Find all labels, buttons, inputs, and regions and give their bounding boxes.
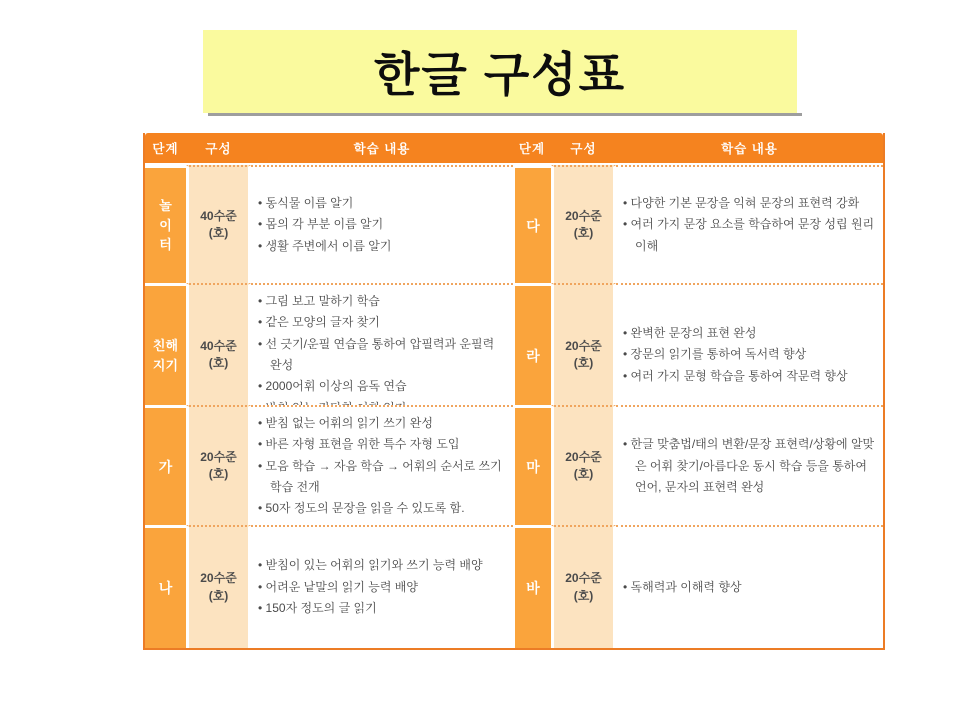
learning-item: • 선 긋기/운필 연습을 통하여 압필력과 운필력 완성 xyxy=(258,334,505,377)
config-cell xyxy=(186,525,251,648)
level-label: 20수준 xyxy=(565,571,602,586)
level-label: 20수준 xyxy=(565,208,602,223)
unit-label: (호) xyxy=(573,467,594,482)
learning-item: • 몸의 각 부분 이름 알기 xyxy=(258,214,505,235)
unit-label: (호) xyxy=(208,226,229,240)
level-label: 40수준 xyxy=(200,338,237,353)
page-title: 한글 구성표 xyxy=(373,48,627,101)
stage-cell-noliteo xyxy=(145,165,186,283)
learning-item: • 다양한 기본 문장을 익혀 문장의 표현력 강화 xyxy=(623,193,875,214)
level-label: 20수준 xyxy=(200,450,237,464)
table-row xyxy=(145,283,883,405)
table-row xyxy=(145,165,883,283)
content-cell xyxy=(616,525,883,648)
table-row xyxy=(145,525,883,648)
title-banner xyxy=(203,30,797,113)
learning-item: • 150자 정도의 글 읽기 xyxy=(258,598,505,619)
config-cell xyxy=(551,405,616,526)
header-content-left: 학습 내용 xyxy=(353,142,411,156)
table-header-row xyxy=(145,133,883,165)
learning-item: • 모음 학습 → 자음 학습 → 어휘의 순서로 쓰기 학습 전개 xyxy=(258,456,505,499)
content-cell xyxy=(251,165,513,283)
learning-item: • 같은 모양의 글자 찾기 xyxy=(258,312,505,333)
content-cell xyxy=(616,165,883,283)
header-config-right: 구성 xyxy=(570,142,597,156)
learning-item: • 여러 가지 문형 학습을 통하여 작문력 향상 xyxy=(623,366,875,387)
header-stage-right: 단계 xyxy=(518,142,546,156)
content-cell xyxy=(251,525,513,648)
config-cell xyxy=(551,165,616,283)
stage-cell-ra xyxy=(513,283,551,425)
stage-cell-ma xyxy=(513,405,551,526)
unit-label: (호) xyxy=(208,467,229,482)
learning-item: • 바른 자형 표현을 위한 특수 자형 도입 xyxy=(258,434,505,455)
stage-label: 바 xyxy=(526,580,540,596)
stage-cell-na xyxy=(145,525,186,648)
stage-label: 친해지기 xyxy=(152,338,179,373)
learning-item: • 완벽한 문장의 표현 완성 xyxy=(623,323,875,344)
header-config-left: 구성 xyxy=(205,142,232,156)
learning-item: • 여러 가지 문장 요소를 학습하여 문장 성립 원리 이해 xyxy=(623,214,875,257)
config-cell xyxy=(186,405,251,526)
title-banner-shadow xyxy=(208,113,802,116)
unit-label: (호) xyxy=(573,588,594,603)
stage-cell-chinhaejigi xyxy=(145,283,186,425)
config-cell xyxy=(186,283,251,425)
stage-label: 가 xyxy=(158,458,173,475)
stage-label: 다 xyxy=(526,217,540,234)
content-cell xyxy=(251,283,513,425)
level-label: 20수준 xyxy=(200,571,237,586)
unit-label: (호) xyxy=(208,356,229,371)
content-cell xyxy=(616,283,883,425)
learning-item: • 한글 맞춤법/태의 변환/문장 표현력/상황에 알맞은 어휘 찾기/아름다운 동시 학습 등을 통하여 언어, 문자의 표현력 완성 xyxy=(623,434,875,498)
header-content-right: 학습 내용 xyxy=(721,142,778,156)
learning-item: • 독해력과 이해력 향상 xyxy=(623,577,875,598)
learning-item: • 동식물 이름 알기 xyxy=(258,193,505,214)
learning-item: • 생활 주변에서 이름 알기 xyxy=(258,236,505,257)
learning-item: • 어려운 낱말의 읽기 능력 배양 xyxy=(258,577,505,598)
level-label: 20수준 xyxy=(565,450,602,464)
stage-label: 마 xyxy=(526,458,540,475)
stage-label: 놀이터 xyxy=(159,198,172,253)
learning-item: • 받침 없는 어휘의 읽기 쓰기 완성 xyxy=(258,413,505,434)
stage-label: 나 xyxy=(158,580,173,596)
learning-item: • 그림 보고 말하기 학습 xyxy=(258,291,505,312)
learning-item: • 50자 정도의 문장을 읽을 수 있도록 함. xyxy=(258,498,505,519)
learning-item: • 2000어휘 이상의 음독 연습 xyxy=(258,376,505,397)
config-cell xyxy=(551,525,616,648)
content-cell xyxy=(616,405,883,526)
stage-label: 라 xyxy=(526,347,540,364)
level-label: 20수준 xyxy=(565,338,602,353)
header-stage-left: 단계 xyxy=(152,142,179,156)
config-cell xyxy=(186,165,251,283)
unit-label: (호) xyxy=(573,356,594,371)
learning-item: • 받침이 있는 어휘의 읽기와 쓰기 능력 배양 xyxy=(258,555,505,576)
unit-label: (호) xyxy=(573,226,594,240)
level-label: 40수준 xyxy=(200,208,237,223)
content-cell xyxy=(251,405,513,526)
table-row xyxy=(145,405,883,525)
hangul-composition-table xyxy=(143,133,885,650)
unit-label: (호) xyxy=(208,588,229,603)
stage-cell-ga xyxy=(145,405,186,526)
learning-item: • 장문의 읽기를 통하여 독서력 향상 xyxy=(623,344,875,365)
stage-cell-ba xyxy=(513,525,551,648)
config-cell xyxy=(551,283,616,425)
stage-cell-da xyxy=(513,165,551,283)
